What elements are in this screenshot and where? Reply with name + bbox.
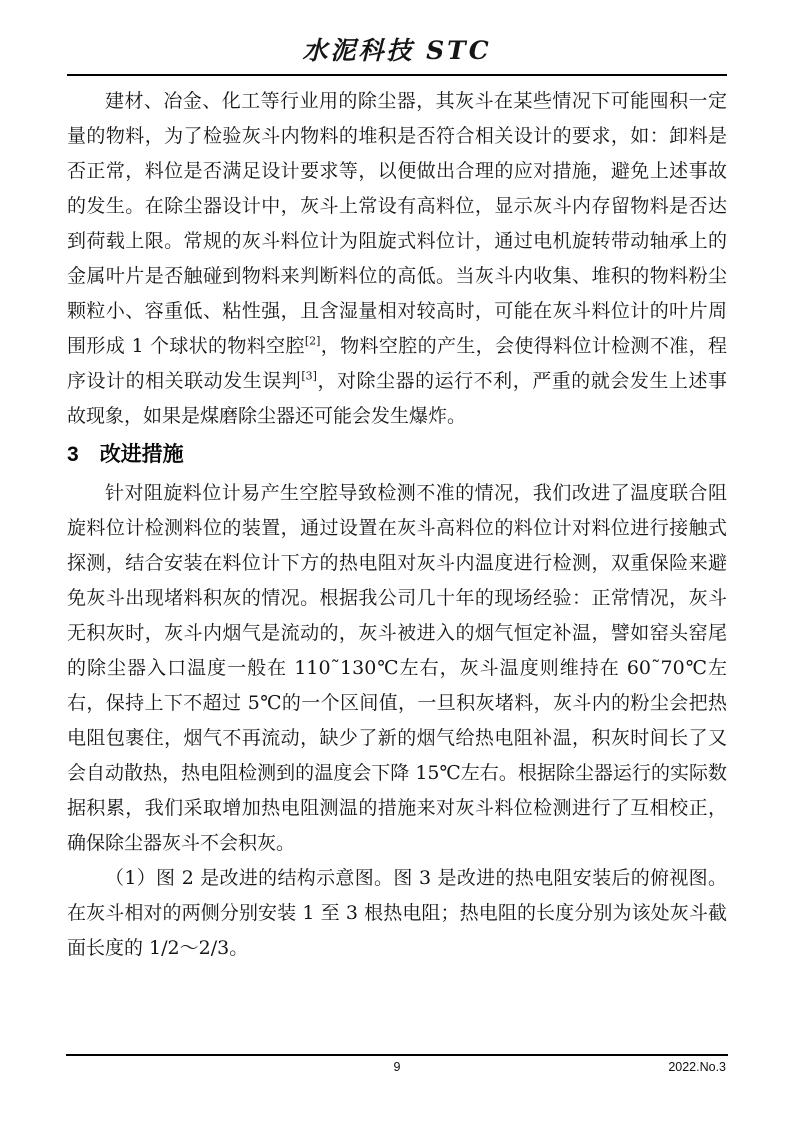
issue-number: 2022.No.3 bbox=[668, 1060, 726, 1074]
page-content bbox=[67, 36, 727, 966]
paragraph-3: （1）图 2 是改进的结构示意图。图 3 是改进的热电阻安装后的俯视图。在灰斗相对的两侧分别安装 1 至 3 根热电阻；热电阻的长度分别为该处灰斗截面长度的 1/2～2/3。 bbox=[67, 867, 727, 959]
article-body bbox=[67, 84, 727, 966]
section-number: 3 bbox=[67, 443, 79, 466]
paragraph-2: 针对阻旋料位计易产生空腔导致检测不准的情况，我们改进了温度联合阻旋料位计检测料位的装置，通过设置在灰斗高料位的料位计对料位进行接触式探测，结合安装在料位计下方的热电阻对灰斗内温度进行检测，双重保险来避免灰斗出现堵料积灰的情况。根据我公司几十年的现场经验：正常情况，灰斗无积灰时，灰斗内烟气是流动的，灰斗被进入的烟气恒定补温，譬如窑头窑尾的除尘器入口温度一般在 110˜130℃左右，灰斗温度则维持在 60˜70℃左右，保持上下不超过 5℃的一个区间值，一旦积灰堵料，灰斗内的粉尘会把热电阻包裹住，烟气不再流动，缺少了新的烟气给热电阻补温，积灰时间长了又会自动散热，热电阻检测到的温度会下降 15℃左右。根据除尘器运行的实际数据积累，我们采取增加热电阻测温的措施来对灰斗料位检测进行了互相校正，确保除尘器灰斗不会积灰。 bbox=[67, 482, 727, 854]
page-number: 9 bbox=[393, 1060, 401, 1074]
section-heading bbox=[67, 437, 727, 472]
header-rule bbox=[67, 74, 727, 76]
section-title: 改进措施 bbox=[99, 443, 184, 466]
paragraph-1: 建材、冶金、化工等行业用的除尘器，其灰斗在某些情况下可能囤积一定量的物料，为了检验灰斗内物料的堆积是否符合相关设计的要求，如：卸料是否正常，料位是否满足设计要求等，以便做出合理的应对措施，避免上述事故的发生。在除尘器设计中，灰斗上常设有高料位，显示灰斗内存留物料是否达到荷载上限。常规的灰斗料位计为阻旋式料位计，通过电机旋转带动轴承上的金属叶片是否触碰到物料来判断料位的高低。当灰斗内收集、堆积的物料粉尘颗粒小、容重低、粘性强，且含湿量相对较高时，可能在灰斗料位计的叶片周围形成 1 个球状的物料空腔[2]，物料空腔的产生，会使得料位计检测不准，程序设计的相关联动发生误判[3]，对除尘器的运行不利，严重的就会发生上述事故现象，如果是煤磨除尘器还可能会发生爆炸。 bbox=[67, 90, 727, 427]
footer-row bbox=[66, 1060, 728, 1076]
page-footer bbox=[66, 1054, 728, 1076]
journal-title: 水泥科技 STC bbox=[302, 36, 492, 65]
